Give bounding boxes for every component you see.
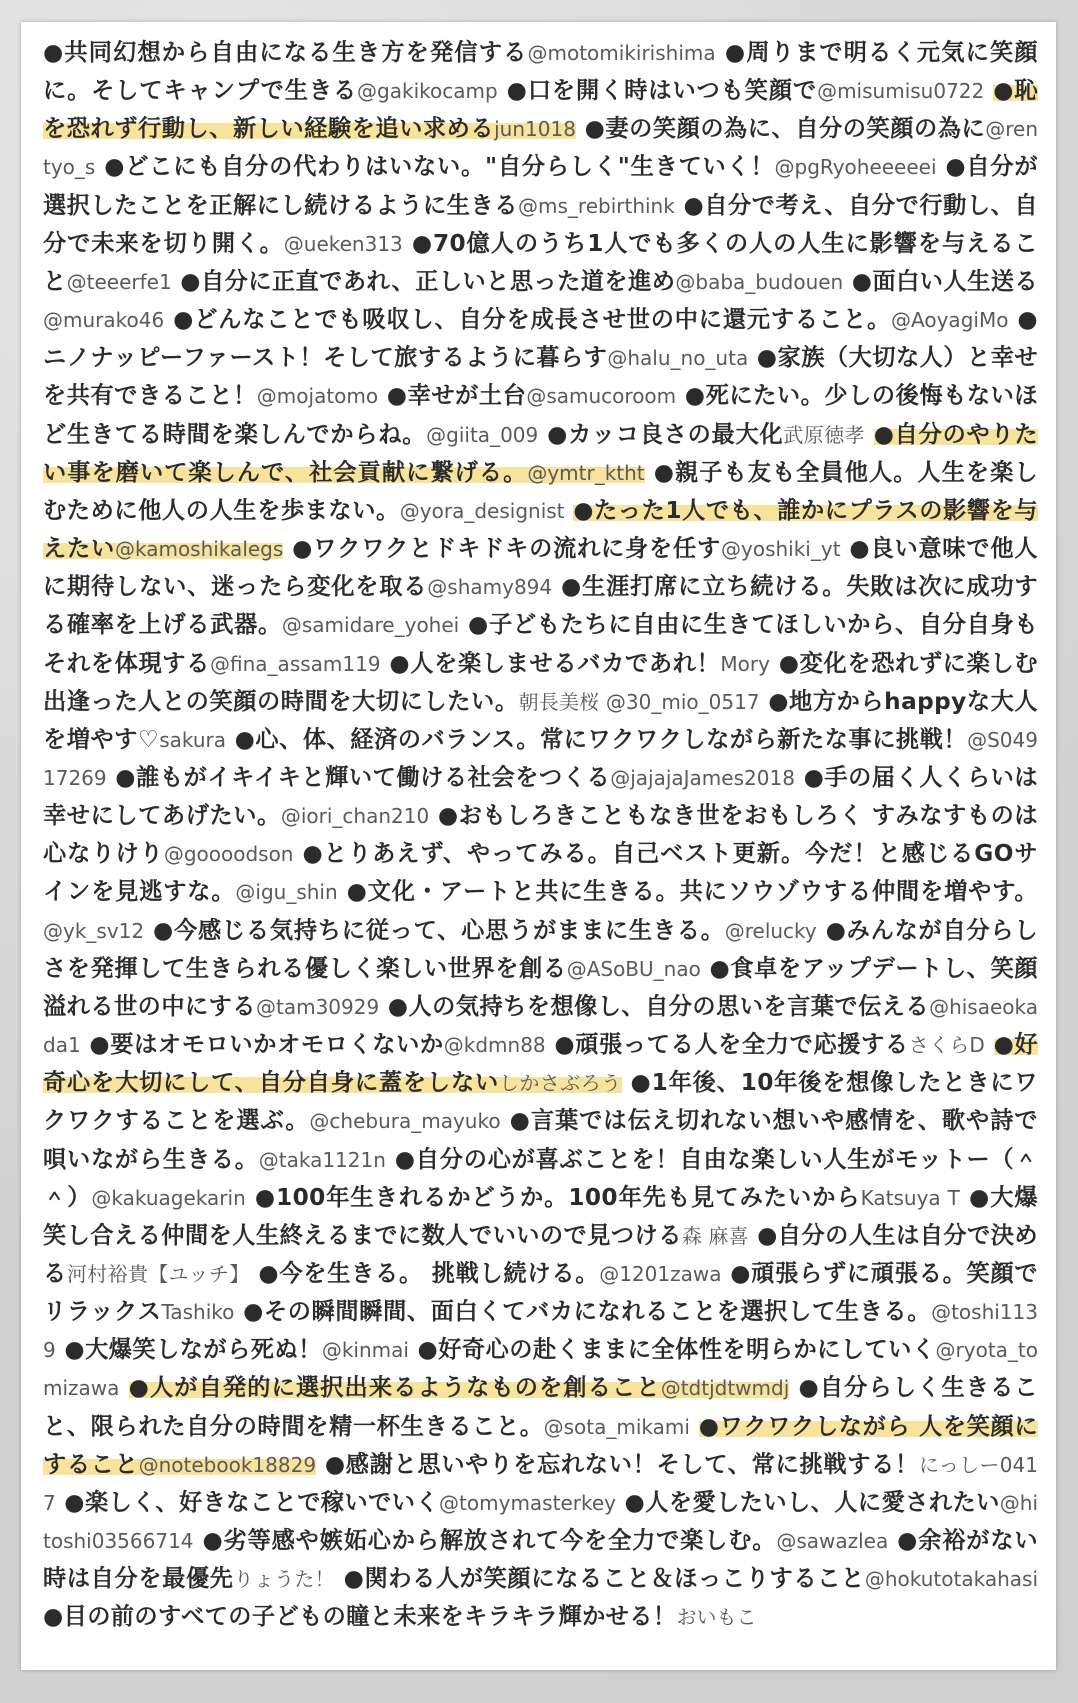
author-handle: 森 麻喜 — [681, 1223, 749, 1248]
author-handle: @taka1121n — [258, 1147, 386, 1172]
author-handle: @chebura_mayuko — [309, 1109, 501, 1134]
author-handle: @1201zawa — [599, 1262, 722, 1286]
author-handle: Katsuya T — [860, 1185, 960, 1210]
message-text: ●自分らしく生きること、限られた自分の時間を精一杯生きること。 — [43, 1374, 1039, 1440]
author-handle: @sawazlea — [776, 1529, 889, 1554]
message-text: ●70億人のうち1人でも多くの人の人生に影響を与えること — [43, 229, 1038, 295]
author-handle: @samidare_yohei — [281, 613, 460, 638]
message-text: ●人を楽しませるバカであれ！ — [389, 649, 721, 677]
message-text: ●1年後、10年後を想像したときにワクワクすることを選ぶ。 — [43, 1069, 1038, 1135]
message-entry — [554, 1031, 984, 1058]
author-handle: @pgRyoheeeeei — [774, 155, 937, 180]
message-text: ●楽しく、好きなことで稼いでいく — [64, 1488, 440, 1516]
author-handle: @notebook18829 — [138, 1452, 317, 1477]
author-handle: @kinmai — [321, 1338, 409, 1363]
author-handle: @S04917269 — [43, 727, 1038, 790]
author-handle: @ryota_tomizawa — [43, 1338, 1039, 1401]
author-handle: @hisaeokada1 — [43, 994, 1038, 1058]
author-handle: 河村裕貴【ユッチ】 — [66, 1262, 250, 1286]
author-handle: @mojatomo — [256, 384, 379, 409]
author-handle: @goooodson — [163, 842, 294, 867]
message-text: ●家族（大切な人）と幸せを共有できること！ — [43, 344, 1039, 410]
message-text: ●ワクワクとドキドキの流れに身を任す — [292, 535, 721, 563]
message-text: ●死にたい。少しの後悔もないほど生きてる時間を楽しんでからね。 — [43, 382, 1038, 448]
message-list — [43, 34, 1038, 1637]
message-text: ●地方からhappyな大人を増やす♡ — [43, 687, 1038, 753]
author-handle: @igu_shin — [235, 880, 338, 905]
author-handle: にっしー0417 — [43, 1452, 1038, 1515]
message-text: ●自分の心が喜ぶことを！自由な楽しい人生がモットー（＾＾） — [43, 1145, 1038, 1211]
message-text: ●変化を恐れずに楽しむ 出逢った人との笑顔の時間を大切にしたい。 — [43, 649, 1038, 715]
message-text: ●幸せが土台 — [386, 382, 527, 410]
author-handle: @shamy894 — [427, 575, 553, 600]
message-entry — [507, 77, 985, 104]
author-handle: jun1018 — [494, 117, 576, 142]
author-handle: @rentyo_s — [43, 117, 1038, 180]
author-handle: Mory — [720, 651, 770, 676]
message-text: ●周りまで明るく元気に笑顔に。そしてキャンプで生きる — [43, 39, 1038, 105]
author-handle: @ueken313 — [283, 231, 403, 256]
message-text: ●目の前のすべての子どもの瞳と未来をキラキラ輝かせる！ — [43, 1603, 677, 1631]
author-handle: @ms_rebirthink — [518, 193, 675, 218]
message-text: ●今感じる気持ちに従って、心思うがままに生きる。 — [152, 916, 725, 944]
author-handle: @ASoBU_nao — [566, 956, 701, 981]
message-text: ●文化・アートと共に生きる。共にソウゾウする仲間を増やす。 — [346, 878, 1038, 906]
message-text: ●好奇心の赴くままに全体性を明らかにしていく — [417, 1336, 936, 1364]
author-handle: @ymtr_ktht — [527, 460, 645, 485]
message-entry — [64, 1336, 409, 1363]
message-entry — [258, 1260, 721, 1287]
author-handle: @misumisu0722 — [817, 79, 985, 104]
message-text: ●好奇心を大切にして、自分自身に蓋をしない — [43, 1031, 1039, 1097]
message-entry — [387, 382, 676, 409]
message-entry — [547, 421, 865, 448]
author-handle: 武原徳孝 — [783, 422, 865, 447]
message-text: ●ニノナッピーファースト！そして旅するように暮らす — [43, 306, 1038, 372]
message-text: ●100年生きれるかどうか。100年先も見てみたいから — [254, 1183, 861, 1211]
message-text: ●自分で考え、自分で行動し、自分で未来を切り開く。 — [43, 191, 1038, 257]
message-text: ●みんなが自分らしさを発揮して生きられる優しく楽しい世界を創る — [43, 916, 1038, 982]
message-text: ●心、体、経済のバランス。常にワクワクしながら新たな事に挑戦！ — [234, 725, 968, 753]
message-text: ●自分の人生は自分で決める — [43, 1221, 1038, 1287]
author-handle: @yoshiki_yt — [721, 537, 841, 562]
message-text: ●言葉では伝え切れない想いや感情を、歌や詩で唄いながら生きる。 — [43, 1107, 1038, 1173]
message-text: ●誰もがイキイキと輝いて働ける社会をつくる — [115, 763, 611, 791]
message-text: ●大爆笑しながら死ぬ！ — [64, 1336, 322, 1364]
author-handle: @tomymasterkey — [439, 1490, 616, 1515]
author-handle: しかさぶろう — [499, 1071, 622, 1096]
message-text: ●たった1人でも、誰かにプラスの影響を与えたい — [43, 496, 1038, 563]
message-entry — [64, 1489, 616, 1516]
author-handle: @sota_mikami — [543, 1414, 690, 1439]
author-handle: @motomikirishima — [527, 41, 716, 65]
message-entry — [344, 1565, 1038, 1592]
author-handle: @yk_sv12 — [43, 918, 145, 943]
message-text: ●どこにも自分の代わりはいない。"自分らしく"生きていく！ — [104, 153, 775, 181]
message-entry — [389, 650, 770, 677]
message-text: ●ワクワクしながら 人を笑顔にすること — [43, 1412, 1038, 1478]
author-handle: @baba_budouen — [675, 269, 844, 294]
message-text: ●感謝と思いやりを忘れない！そして、常に挑戦する！ — [324, 1450, 919, 1478]
author-handle: @kamoshikalegs — [114, 537, 284, 562]
message-text: ●手の届く人くらいは幸せにしてあげたい。 — [43, 763, 1038, 830]
message-text: ●どんなことでも吸収し、自分を成長させ世の中に還元すること。 — [173, 306, 892, 334]
author-handle: @yora_designist — [399, 498, 565, 523]
message-entry — [115, 764, 795, 791]
message-text: ●その瞬間瞬間、面白くてバカになれることを選択して生きる。 — [243, 1298, 932, 1326]
message-entry — [104, 153, 936, 180]
message-entry — [180, 268, 843, 295]
message-text: ●共同幻想から自由になる生き方を発信する — [43, 39, 528, 66]
author-handle: @AoyagiMo — [891, 308, 1009, 333]
message-text: ●頑張らずに頑張る。笑顔でリラックス — [43, 1260, 1038, 1326]
author-handle: 朝長美桜 @30_mio_0517 — [518, 689, 760, 714]
message-text: ●自分に正直であれ、正しいと思った道を進め — [180, 267, 676, 295]
author-handle: @halu_no_uta — [607, 346, 749, 371]
author-handle: @kdmn88 — [443, 1033, 546, 1058]
message-text: ●今を生きる。 挑戦し続ける。 — [258, 1260, 600, 1287]
message-text: ●子どもたちに自由に生きてほしいから、自分自身もそれを体現する — [43, 611, 1038, 677]
message-text: ●親子も友も全員他人。人生を楽しむために他人の人生を歩まない。 — [43, 458, 1038, 524]
author-handle: @kakuagekarin — [91, 1185, 246, 1210]
message-text: ●人が自発的に選択出来るようなものを創ること — [128, 1374, 661, 1402]
message-entry — [89, 1031, 545, 1058]
message-text: ●恥を恐れず行動し、新しい経験を追い求める — [43, 77, 1038, 143]
author-handle: sakura — [159, 727, 227, 752]
message-text: ●食卓をアップデートし、笑顔溢れる世の中にする — [43, 954, 1038, 1020]
author-handle: @tam30929 — [255, 994, 380, 1019]
message-text: ●面白い人生送る — [851, 267, 1038, 295]
message-text: ●自分のやりたい事を磨いて楽しんで、社会貢献に繋げる。 — [43, 420, 1039, 486]
message-entry — [173, 306, 1008, 333]
author-handle: @jajajaJames2018 — [610, 765, 795, 790]
message-entry — [255, 1184, 960, 1211]
author-handle: @teeerfe1 — [66, 269, 172, 294]
message-text: ●要はオモロいかオモロくないか — [89, 1031, 444, 1059]
author-handle: @samucoroom — [526, 384, 677, 409]
author-handle: @toshi1139 — [43, 1300, 1038, 1363]
author-handle: おいもこ — [676, 1605, 757, 1630]
author-handle: さくらD — [908, 1033, 985, 1058]
author-handle: @murako46 — [43, 308, 165, 333]
message-text: ●頑張ってる人を全力で応援する — [554, 1031, 909, 1059]
message-card — [21, 22, 1056, 1670]
message-text: ●カッコ良さの最大化 — [547, 420, 784, 448]
message-text: ●良い意味で他人に期待しない、迷ったら変化を取る — [43, 535, 1038, 601]
message-text: ●生涯打席に立ち続ける。失敗は次に成功する確率を上げる武器。 — [43, 573, 1038, 639]
author-handle: @fina_assam119 — [210, 651, 381, 676]
message-entry — [43, 1603, 756, 1630]
message-text: ●余裕がない時は自分を最優先 — [43, 1527, 1038, 1593]
message-entry — [202, 1527, 888, 1554]
message-text: ●自分が選択したことを正解にし続けるように生きる — [43, 153, 1038, 219]
author-handle: @hitoshi03566714 — [43, 1490, 1038, 1554]
message-text: ●劣等感や嫉妬心から解放されて今を全力で楽しむ。 — [202, 1527, 777, 1555]
message-entry — [292, 535, 840, 562]
author-handle: @relucky — [724, 918, 817, 943]
message-text: ●大爆笑し合える仲間を人生終えるまでに数人でいいので見つける — [43, 1183, 1038, 1249]
message-text: ●口を開く時はいつも笑顔で — [506, 77, 818, 105]
author-handle: @iori_chan210 — [280, 804, 430, 829]
message-text: ●人の気持ちを想像し、自分の思いを言葉で伝える — [387, 992, 930, 1020]
author-handle: @gakikocamp — [357, 79, 498, 104]
author-handle: @tdtjdtwmdj — [660, 1376, 790, 1401]
author-handle: Tashiko — [161, 1300, 235, 1325]
author-handle: @hokutotakahasi — [864, 1567, 1038, 1592]
message-text: ●関わる人が笑顔になること＆ほっこりすること — [343, 1565, 865, 1593]
message-text: ●おもしろきこともなき世をおもしろく すみなすものは心なりけり — [43, 802, 1038, 868]
message-text: ●とりあえず、やってみる。自己ベスト更新。今だ！と感じるGOサインを見逃すな。 — [43, 840, 1038, 906]
message-text: ●妻の笑顔の為に、自分の笑顔の為に — [584, 115, 986, 143]
message-entry — [129, 1374, 790, 1401]
message-entry — [153, 917, 817, 944]
message-entry — [43, 39, 716, 66]
author-handle: りょうた！ — [233, 1567, 335, 1592]
message-text: ●人を愛したいし、人に愛されたい — [624, 1488, 1000, 1516]
author-handle: @giita_009 — [426, 422, 539, 447]
